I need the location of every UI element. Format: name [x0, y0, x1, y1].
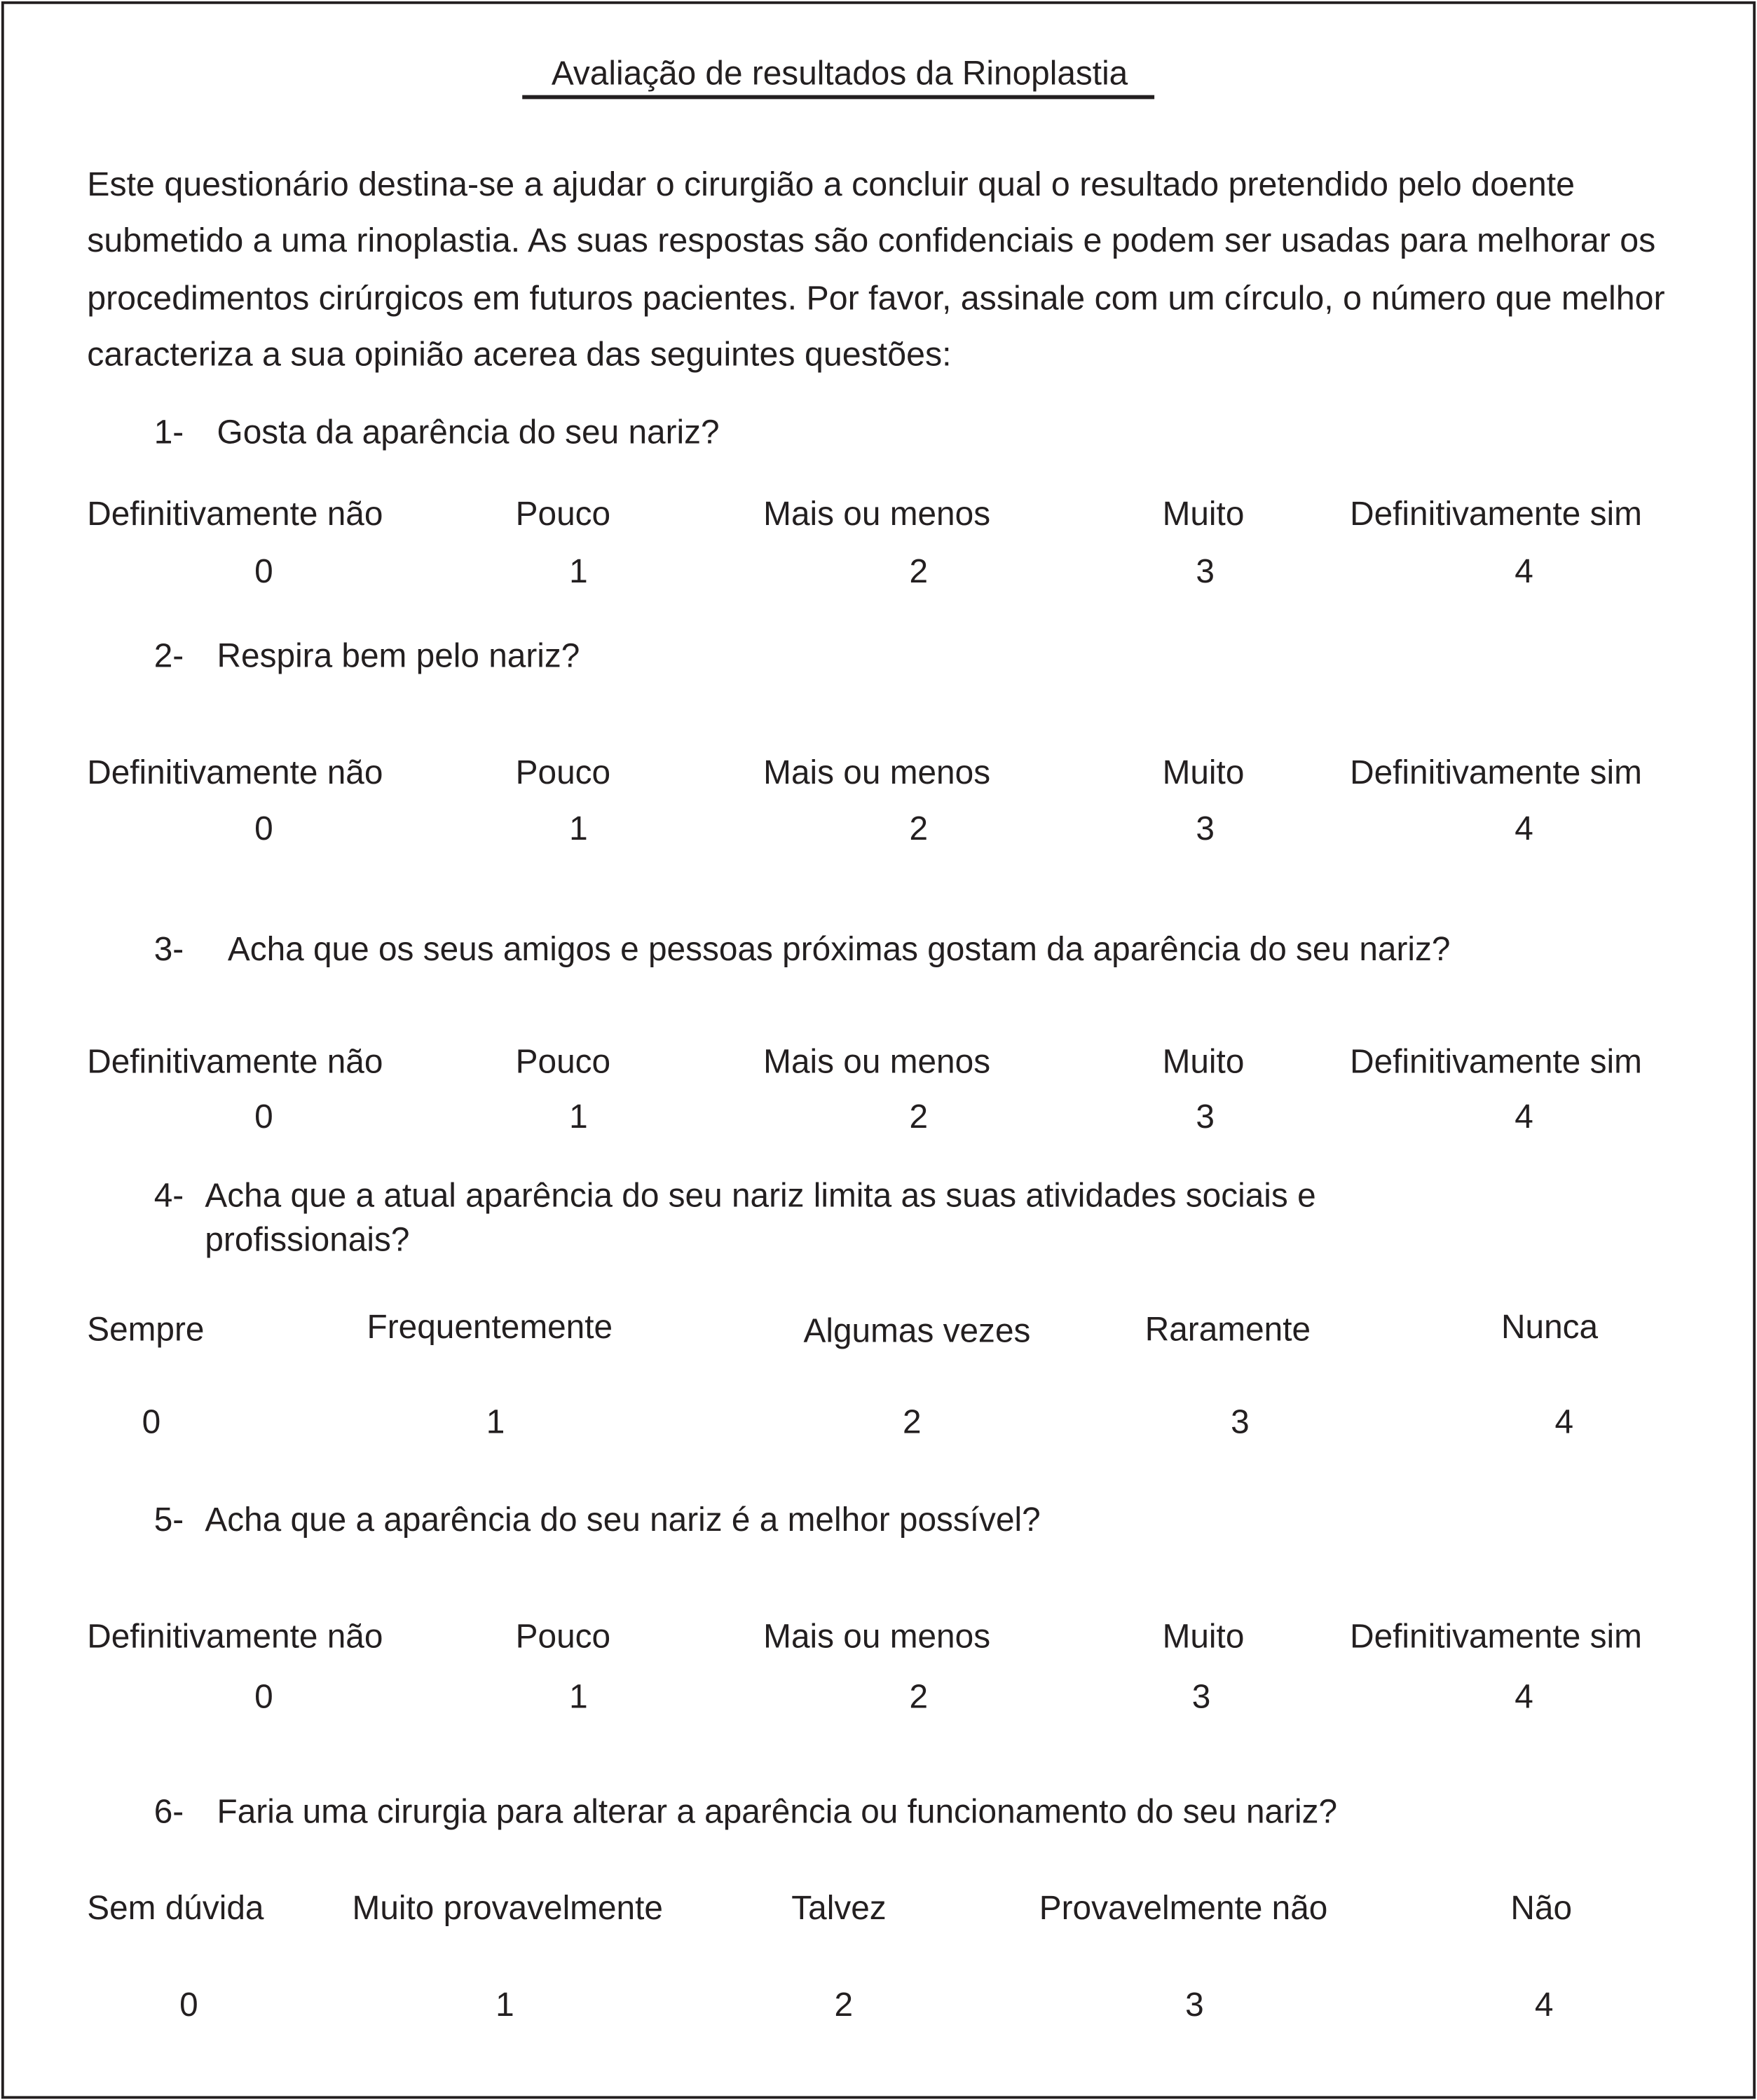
page-title: Avaliação de resultados da Rinoplastia	[551, 55, 1128, 93]
option-value[interactable]: 4	[1554, 1403, 1574, 1442]
option-value[interactable]: 4	[1534, 1986, 1554, 2024]
option-value[interactable]: 2	[909, 1098, 929, 1136]
option-label: Raramente	[1144, 1311, 1311, 1349]
option-value[interactable]: 3	[1231, 1403, 1250, 1442]
option-label: Sem dúvida	[87, 1890, 264, 1928]
question-text: Respira bem pelo nariz?	[217, 637, 580, 676]
option-value[interactable]: 2	[834, 1986, 854, 2024]
option-value[interactable]: 3	[1196, 553, 1215, 591]
option-label: Provavelmente não	[1039, 1890, 1328, 1928]
option-value[interactable]: 1	[569, 810, 588, 848]
option-label: Pouco	[515, 1618, 611, 1656]
option-label: Algumas vezes	[803, 1312, 1031, 1351]
option-label: Definitivamente sim	[1350, 754, 1642, 792]
option-label: Muito	[1162, 1043, 1245, 1082]
option-value[interactable]: 3	[1185, 1986, 1204, 2024]
option-value[interactable]: 4	[1515, 1098, 1533, 1136]
option-label: Sempre	[87, 1311, 205, 1349]
option-value[interactable]: 0	[254, 1098, 273, 1136]
option-value[interactable]: 4	[1515, 810, 1533, 848]
question-number: 1-	[153, 414, 184, 451]
option-value[interactable]: 4	[1515, 1678, 1533, 1716]
option-value[interactable]: 1	[569, 553, 588, 591]
question-number: 2-	[153, 637, 184, 676]
option-value[interactable]: 3	[1191, 1678, 1211, 1716]
intro-paragraph: Este questionário destina-se a ajudar o cirurgião a concluir qual o resultado pretendido pelo doente submetido a uma rinoplastia. As suas respostas são confidenciais e podem ser usadas para melhorar os procedimentos cirúrgicos em futuros pacientes. Por favor, assinale com um círculo, o número que melhor caracteriza a sua opinião acerea das seguintes questões:	[87, 165, 1665, 374]
question-text: Acha que a aparência do seu nariz é a melhor possível?	[205, 1501, 1041, 1539]
option-label: Mais ou menos	[763, 754, 991, 792]
question-number: 3-	[153, 931, 184, 969]
option-value[interactable]: 0	[142, 1403, 161, 1442]
option-value[interactable]: 0	[179, 1986, 198, 2024]
question-text: Acha que a atual aparência do seu nariz limita as suas atividades sociais e	[205, 1177, 1316, 1215]
option-value[interactable]: 2	[909, 810, 929, 848]
question-number: 4-	[153, 1177, 184, 1215]
question-text: Gosta da aparência do seu nariz?	[217, 414, 720, 451]
option-value[interactable]: 1	[569, 1678, 588, 1716]
option-label: Definitivamente sim	[1350, 1618, 1642, 1656]
option-label: Mais ou menos	[763, 1618, 991, 1656]
option-value[interactable]: 4	[1515, 553, 1533, 591]
option-label: Muito	[1162, 495, 1245, 533]
option-label: Definitivamente não	[87, 495, 383, 533]
option-value[interactable]: 3	[1196, 810, 1215, 848]
option-label: Frequentemente	[367, 1308, 613, 1346]
option-label: Definitivamente não	[87, 1043, 383, 1082]
option-label: Muito provavelmente	[352, 1890, 663, 1928]
option-label: Pouco	[515, 754, 611, 792]
question-text-line2: profissionais?	[205, 1221, 410, 1260]
option-label: Pouco	[515, 495, 611, 533]
option-label: Muito	[1162, 1618, 1245, 1656]
question-number: 6-	[153, 1793, 184, 1832]
option-value[interactable]: 1	[569, 1098, 588, 1136]
option-label: Pouco	[515, 1043, 611, 1082]
option-label: Não	[1510, 1890, 1573, 1928]
option-label: Muito	[1162, 754, 1245, 792]
option-label: Nunca	[1501, 1308, 1599, 1346]
option-label: Definitivamente não	[87, 754, 383, 792]
option-label: Definitivamente sim	[1350, 1043, 1642, 1082]
question-number: 5-	[153, 1501, 184, 1539]
option-label: Definitivamente sim	[1350, 495, 1642, 533]
title-underline	[522, 95, 1154, 100]
option-label: Definitivamente não	[87, 1618, 383, 1656]
option-label: Mais ou menos	[763, 495, 991, 533]
question-text: Acha que os seus amigos e pessoas próximas gostam da aparência do seu nariz?	[227, 931, 1451, 969]
option-value[interactable]: 1	[495, 1986, 514, 2024]
option-value[interactable]: 1	[486, 1403, 505, 1442]
option-value[interactable]: 0	[254, 1678, 273, 1716]
option-value[interactable]: 2	[902, 1403, 922, 1442]
option-label: Mais ou menos	[763, 1043, 991, 1082]
option-value[interactable]: 2	[909, 553, 929, 591]
option-value[interactable]: 3	[1196, 1098, 1215, 1136]
option-value[interactable]: 2	[909, 1678, 929, 1716]
option-value[interactable]: 0	[254, 553, 273, 591]
question-text: Faria uma cirurgia para alterar a aparência ou funcionamento do seu nariz?	[217, 1793, 1338, 1832]
option-value[interactable]: 0	[254, 810, 273, 848]
option-label: Talvez	[791, 1890, 887, 1928]
